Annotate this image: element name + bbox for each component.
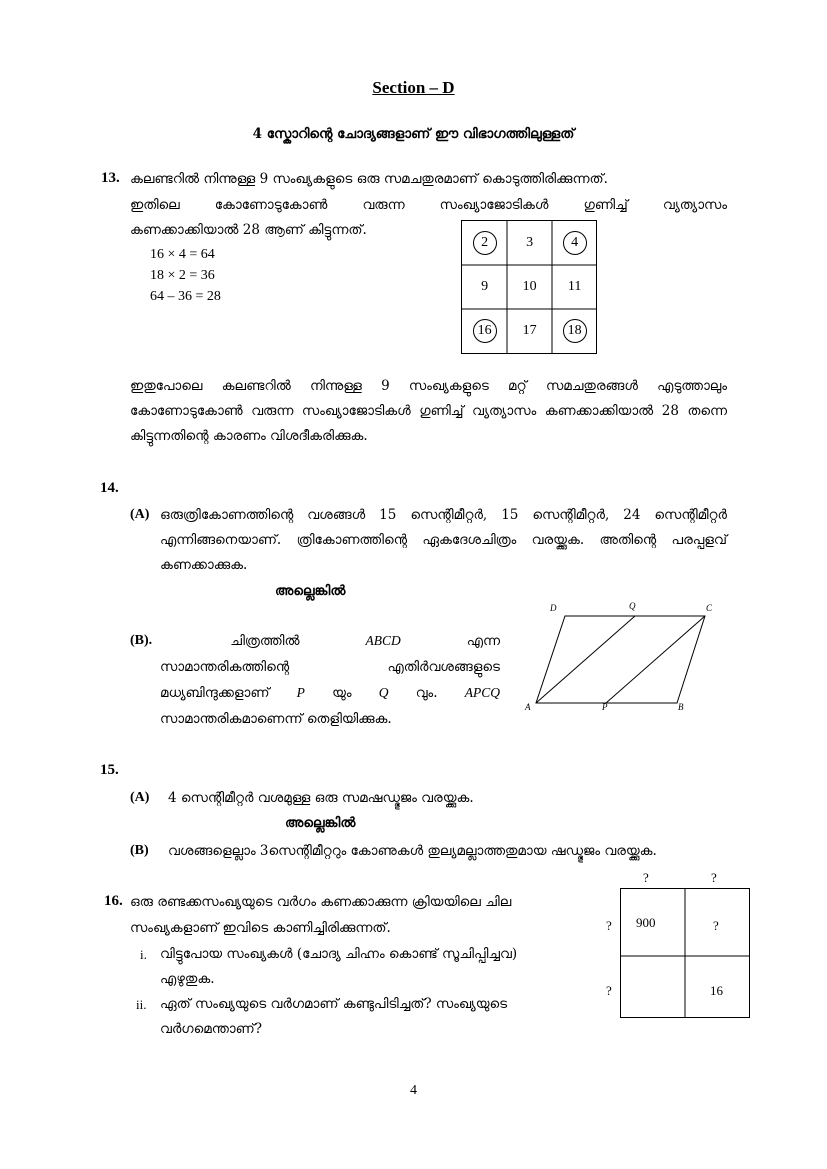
grid-cell: [462, 221, 507, 266]
q14-option-b-label: (B).: [130, 633, 153, 648]
q15-option-b-label: (B): [130, 843, 149, 858]
grid-top-right-label: ?: [711, 870, 717, 885]
q13-paragraph: ഇതുപോലെ കലണ്ടറിൽ നിന്നുള്ള 9 സംഖ്യകളുടെ മറ്റ് സമചതുരങ്ങൾ എടുത്താലും കോണോടുകോൺ വരുന്ന സംഖ്യാജോടികൾ ഗുണിച്ച് വ്യത്യാസം കണക്കാക്കിയാൽ 28 തന്നെ കിട്ടുന്നതിന്റെ കാരണം വിശദീകരിക്കുക.: [130, 378, 727, 444]
grid-cell: 3: [526, 235, 534, 251]
b-word: മധ്യബിന്ദുക്കളാണ്: [160, 685, 270, 701]
b-word: എന്ന: [466, 633, 500, 649]
q15-option-a-label: (A): [130, 790, 150, 805]
q16-item-ii-line2: വർഗമെന്താണ്?: [160, 1021, 262, 1037]
q13-line1: കലണ്ടറിൽ നിന്നുള്ള 9 സംഖ്യകളുടെ ഒരു സമചതുരമാണ് കൊടുത്തിരിക്കുന്നത്.: [130, 171, 608, 187]
vertex-label-p: P: [602, 702, 608, 712]
b-word: എതിർവശങ്ങളുടെ: [387, 659, 500, 675]
q16-item-i-label: i.: [140, 947, 147, 962]
grid-cell: [462, 309, 507, 354]
grid-cell-900: 900: [636, 915, 656, 930]
grid-top-left-label: ?: [643, 870, 649, 885]
q15-option-b-text: വശങ്ങളെല്ലാം 3സെന്റിമീറ്ററും കോണുകൾ തുല്യമല്ലാത്തതുമായ ഷഡ്ഭുജം വരയ്ക്കുക.: [168, 843, 657, 859]
calc-line-3: 64 – 36 = 28: [150, 289, 221, 304]
grid-cell: 9: [481, 279, 489, 295]
calendar-grid: [461, 220, 597, 354]
q13-line3: കണക്കാക്കിയാൽ 28 ആണ് കിട്ടുന്നത്.: [130, 222, 367, 238]
q13-line2: ഇതിലെ കോണോടുകോൺ വരുന്ന സംഖ്യാജോടികൾ ഗുണിച്ച് വ്യത്യാസം: [130, 197, 727, 213]
grid-side-top-label: ?: [606, 918, 612, 933]
grid-side-bottom-label: ?: [606, 983, 612, 998]
question-number-16: 16.: [104, 893, 123, 909]
q14-b-line3: [160, 685, 500, 701]
vertex-label-d: D: [550, 603, 557, 613]
grid-cell: 17: [522, 323, 537, 339]
q13-calculation: [150, 244, 221, 307]
b-word: ABCD: [365, 633, 401, 648]
vertex-label-q: Q: [629, 601, 636, 611]
b-word: യും: [332, 685, 352, 701]
q15-or: അല്ലെങ്കിൽ: [285, 815, 356, 831]
q14-b-line2: [160, 659, 500, 675]
section-title: Section – D: [372, 78, 455, 97]
q14-or: അല്ലെങ്കിൽ: [275, 583, 346, 599]
q15-option-a-text: 4 സെന്റിമീറ്റർ വശമുള്ള ഒരു സമഷഡ്ഭുജം വരയ്ക്കുക.: [168, 790, 474, 806]
grid-cell-16: 16: [710, 983, 723, 998]
page-number: 4: [410, 1083, 417, 1098]
q16-line1: ഒരു രണ്ടക്കസംഖ്യയുടെ വർഗം കണക്കാക്കുന്ന ക്രിയയിലെ ചില: [130, 894, 512, 910]
b-word: P: [296, 685, 305, 700]
q16-line2: സംഖ്യകളാണ് ഇവിടെ കാണിച്ചിരിക്കുന്നത്.: [130, 920, 391, 936]
calc-line-2: 18 × 2 = 36: [150, 268, 215, 283]
grid-cell: 11: [567, 279, 582, 295]
b-word: APCQ: [464, 685, 500, 700]
q16-item-ii-line1: ഏത് സംഖ്യയുടെ വർഗമാണ് കണ്ടുപിടിച്ചത്? സംഖ്യയുടെ: [160, 996, 508, 1012]
q14-b-line1: [160, 633, 500, 649]
square-grid-lines: [621, 889, 749, 1017]
question-number-14: 14.: [100, 480, 119, 496]
q16-item-i-line2: എഴുതുക.: [160, 971, 215, 987]
section-subtitle: 4 സ്കോറിന്റെ ചോദ്യങ്ങളാണ് ഈ വിഭാഗത്തിലുള്ളത്: [252, 126, 575, 142]
parallelogram-figure: [520, 600, 720, 716]
q16-item-ii-label: ii.: [136, 997, 147, 1012]
circled-number: 4: [563, 231, 587, 255]
q16-item-i-line1: വിട്ടുപോയ സംഖ്യകൾ (ചോദ്യ ചിഹ്നം കൊണ്ട് സൂചിപ്പിച്ചവ): [160, 946, 518, 962]
grid-cell: 10: [522, 279, 537, 295]
vertex-label-c: C: [706, 603, 713, 613]
question-number-15: 15.: [100, 762, 119, 778]
q14-option-a-label: (A): [130, 507, 150, 522]
b-word: സാമാന്തരികത്തിന്റെ: [160, 659, 290, 675]
vertex-label-b: B: [678, 702, 684, 712]
circled-number: 16: [473, 319, 497, 343]
calc-line-1: 16 × 4 = 64: [150, 247, 215, 262]
square-calculation-grid: [620, 888, 750, 1018]
q14-b-line4: സാമാന്തരികമാണെന്ന് തെളിയിക്കുക.: [160, 711, 392, 727]
grid-cell: [552, 309, 597, 354]
b-word: വും.: [415, 685, 438, 701]
circled-number: 18: [563, 319, 587, 343]
b-word: ചിത്രത്തിൽ: [230, 633, 300, 649]
question-number-13: 13.: [101, 170, 120, 186]
vertex-label-a: A: [525, 702, 531, 712]
grid-cell-top-right: ?: [713, 918, 719, 933]
circled-number: 2: [473, 231, 497, 255]
b-word: Q: [378, 685, 389, 700]
grid-cell: [552, 221, 597, 266]
q14-option-a-text: ഒരുത്രികോണത്തിന്റെ വശങ്ങൾ 15 സെന്റിമീറ്റർ, 15 സെന്റിമീറ്റർ, 24 സെന്റിമീറ്റർ എന്നിങ്ങനെയാണ്. ത്രികോണത്തിന്റെ ഏകദേശചിത്രം വരയ്ക്കുക. അതിന്റെ പരപ്പളവ് കണക്കാക്കുക.: [160, 507, 727, 573]
